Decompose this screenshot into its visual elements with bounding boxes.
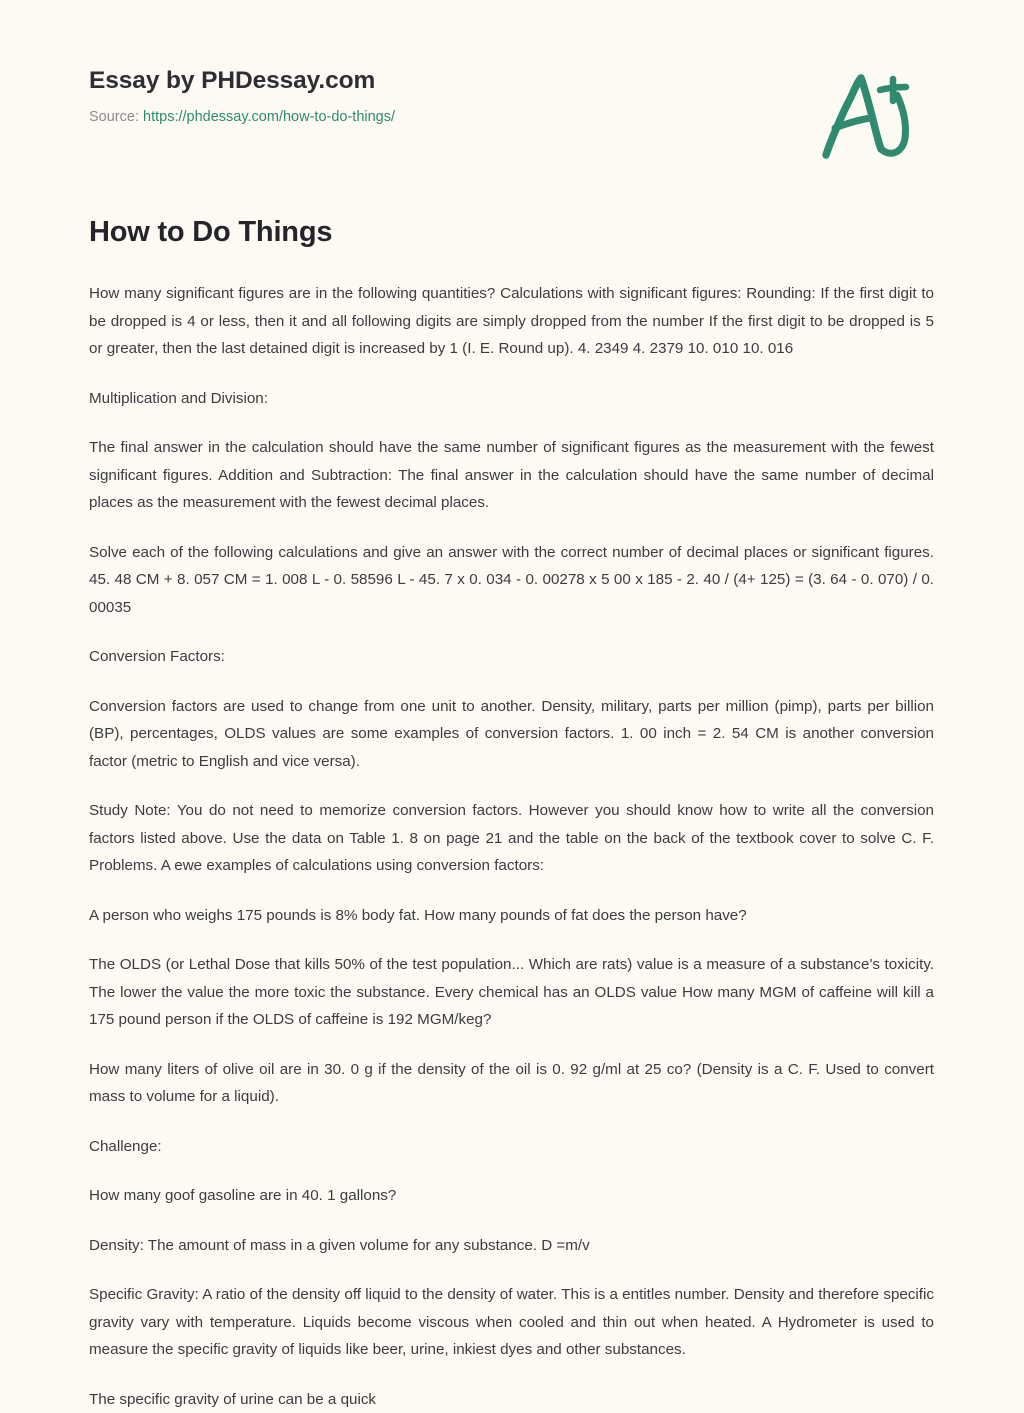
paragraph: How many goof gasoline are in 40. 1 gallons? [89, 1187, 397, 1205]
article-body [89, 214, 934, 1413]
page-header [0, 0, 1024, 185]
source-label: Source: [89, 109, 139, 126]
paragraph-truncated: The specific gravity of urine can be a quick [89, 1390, 377, 1408]
section-heading-challenge: Challenge: [89, 1137, 162, 1155]
section-heading-conversion-factors: Conversion Factors: [89, 648, 225, 666]
paragraph: Density: The amount of mass in a given volume for any substance. D =m/v [89, 1236, 590, 1254]
a-plus-logo-svg [812, 62, 916, 166]
section-heading-multiplication-division: Multiplication and Division: [89, 389, 268, 407]
brand-title: Essay by PHDessay.com [89, 67, 376, 94]
paragraph: A person who weighs 175 pounds is 8% body fat. How many pounds of fat does the person have? [89, 906, 747, 924]
paragraph: How many significant figures are in the following quantities? Calculations with significant figures: Rounding: If the first digit to be dropped is 4 or less, then it and all following digits are simply dropped from the number If the first digit to be dropped is 5 or greater, then the last detained digit is increased by 1 (I. E. Round up). 4. 2349 4. 2379 10. 010 10. 016 [89, 285, 934, 358]
paragraph: The OLDS (or Lethal Dose that kills 50% of the test population... Which are rats) value is a measure of a substance's toxicity. The lower the value the more toxic the substance. Every chemical has an OLDS value How many MGM of caffeine will kill a 175 pound person if the OLDS of caffeine is 192 MGM/keg? [89, 956, 934, 1029]
brand-block [89, 66, 709, 127]
source-url-link[interactable]: https://phdessay.com/how-to-do-things/ [143, 109, 396, 126]
page-title: How to Do Things [89, 216, 333, 248]
paragraph: Study Note: You do not need to memorize conversion factors. However you should know how to write all the conversion factors listed above. Use the data on Table 1. 8 on page 21 and the table on the back of the textbook cover to solve C. F. Problems. A ewe examples of calculations using conversion factors: [89, 802, 934, 875]
paragraph: How many liters of olive oil are in 30. 0 g if the density of the oil is 0. 92 g/ml at 25 co? (Density is a C. F. Used to convert mass to volume for a liquid). [89, 1060, 934, 1106]
paragraph: Conversion factors are used to change from one unit to another. Density, military, parts per million (pimp), parts per billion (BP), percentages, OLDS values are some examples of conversion factors. 1. 00 inch = 2. 54 CM is another conversion factor (metric to English and vice versa). [89, 697, 934, 770]
a-plus-logo-icon [812, 62, 916, 166]
paragraph: Solve each of the following calculations and give an answer with the correct number of decimal places or significant figures. 45. 48 CM + 8. 057 CM = 1. 008 L - 0. 58596 L - 45. 7 x 0. 034 - 0. 00278 x 5 00 x 185 - 2. 40 / (4+ 125) = (3. 64 - 0. 070) / 0. 00035 [89, 543, 934, 616]
source-line [89, 108, 709, 127]
paragraph: Specific Gravity: A ratio of the density off liquid to the density of water. This is a entitles number. Density and therefore specific gravity vary with temperature. Liquids become viscous when cooled and thin out when heated. A Hydrometer is used to measure the specific gravity of liquids like beer, urine, inkiest dyes and other substances. [89, 1286, 934, 1359]
paragraph: The final answer in the calculation should have the same number of significant figures as the measurement with the fewest significant figures. Addition and Subtraction: The final answer in the calculation should have the same number of decimal places as the measurement with the fewest decimal places. [89, 439, 934, 512]
